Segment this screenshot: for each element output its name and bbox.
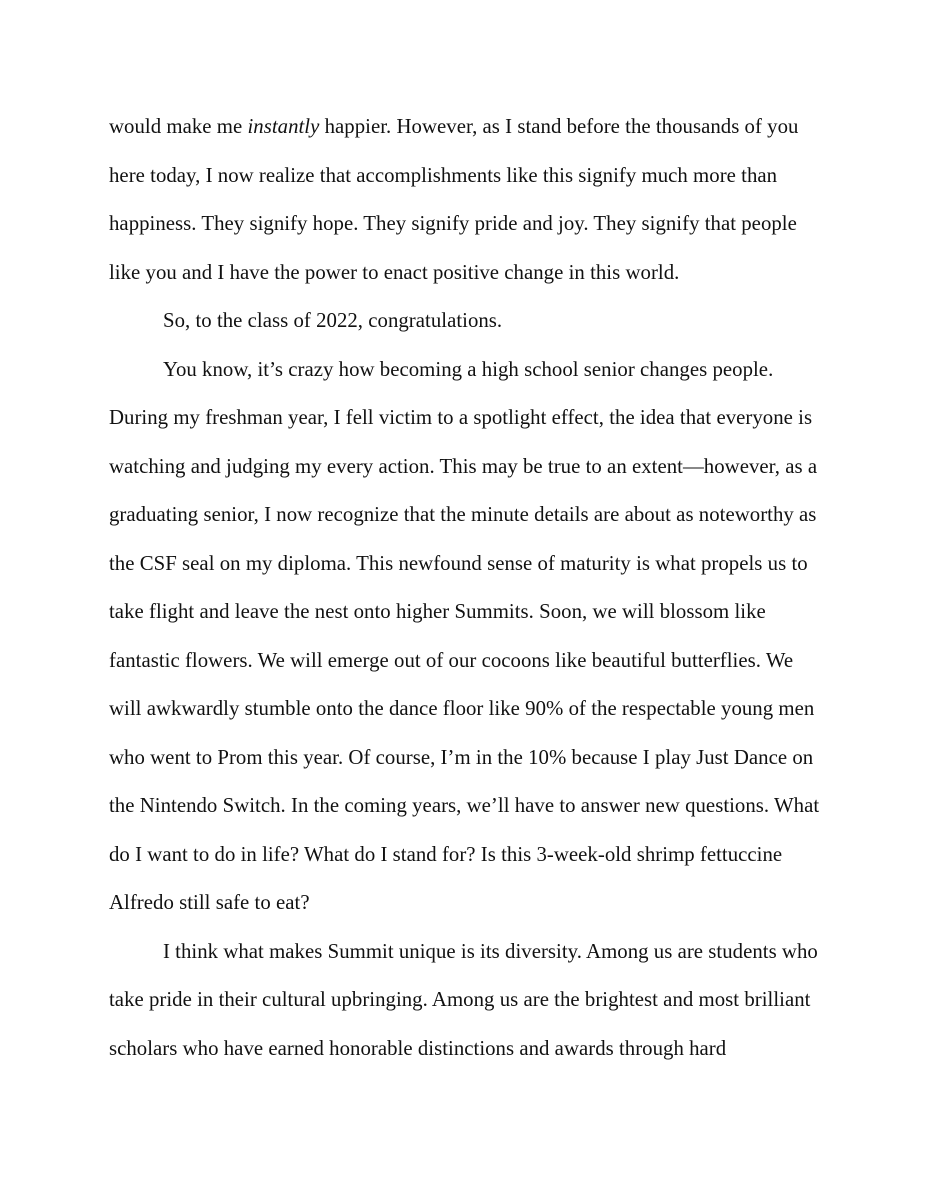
document-body (109, 103, 824, 1073)
paragraph-1 (109, 103, 824, 297)
paragraph-4: I think what makes Summit unique is its diversity. Among us are students who take pride in their cultural upbringing. Among us are the brightest and most brilliant scholars who have earned honorable distinctions and awards through hard (109, 939, 818, 1060)
paragraph-1-text-end: happier. However, as I stand before the thousands of you here today, I now realize that accomplishments like this signify much more than happiness. They signify hope. They signify pride and joy. They signify that people like you and I have the power to enact positive change in this world. (109, 115, 799, 284)
paragraph-2: So, to the class of 2022, congratulations. (163, 309, 503, 332)
paragraph-3: You know, it’s crazy how becoming a high school senior changes people. During my freshman year, I fell victim to a spotlight effect, the idea that everyone is watching and judging my every action. This may be true to an extent—however, as a graduating senior, I now recognize that the minute details are about as noteworthy as the CSF seal on my diploma. This newfound sense of maturity is what propels us to take flight and leave the nest onto higher Summits. Soon, we will blossom like fantastic flowers. We will emerge out of our cocoons like beautiful butterflies. We will awkwardly stumble onto the dance floor like 90% of the respectable young men who went to Prom this year. Of course, I’m in the 10% because I play Just Dance on the Nintendo Switch. In the coming years, we’ll have to answer new questions. What do I want to do in life? What do I stand for? Is this 3-week-old shrimp fettuccine Alfredo still safe to eat? (109, 357, 820, 914)
italic-word: instantly (247, 115, 320, 138)
paragraph-1-text-start: would make me (109, 115, 248, 138)
